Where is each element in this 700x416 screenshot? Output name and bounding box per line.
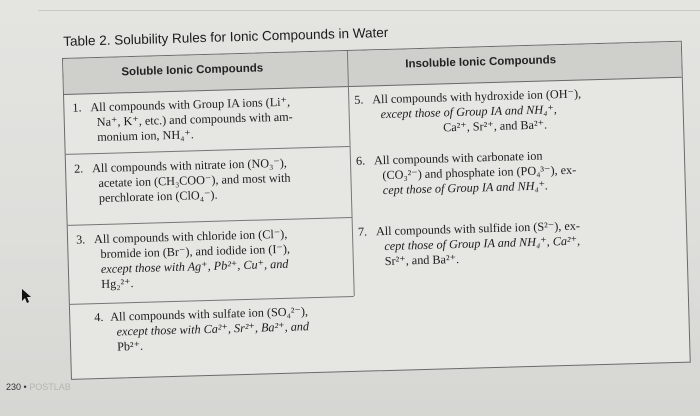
rule-line: Sr²⁺, and Ba²⁺. [384,251,460,269]
rule-line: cept those of Group IA and NH₄⁺. [382,178,549,198]
rule-line: All compounds with chloride ion (Cl⁻), [93,226,288,247]
rule-line: (CO₃²⁻) and phosphate ion (PO₄³⁻), ex- [382,162,577,183]
solubility-table [62,41,691,380]
rule-line: Na⁺, K⁺, etc.) and compounds with am- [96,109,293,130]
rule-line: Ca²⁺, Sr²⁺, and Ba²⁺. [442,117,548,135]
table-title: Table 2. Solubility Rules for Ionic Compounds in Water [63,24,389,49]
rule-line: All compounds with hydroxide ion (OH⁻), [372,86,582,107]
table-header-row [63,42,682,95]
page-number: 230 • [6,382,27,392]
page-top-rule [38,10,700,11]
page-footer [6,382,71,392]
rule-3 [76,227,291,293]
rule-number: 6. [355,153,366,168]
rule-line: All compounds with nitrate ion (NO₃⁻), [91,155,288,176]
row-divider [68,217,352,226]
rule-4 [94,304,310,355]
rule-number: 1. [72,100,82,115]
rule-7 [358,219,581,270]
rule-line: Pb²⁺. [116,338,144,354]
rule-line: except those of Group IA and NH₄⁺, [380,102,558,122]
rule-line: cept those of Group IA and NH₄⁺, Ca²⁺, [384,233,581,254]
rule-number: 2. [73,161,84,176]
rule-line: except those with Ca²⁺, Sr²⁺, Ba²⁺, and [116,319,310,339]
rule-line: All compounds with sulfide ion (S²⁻), ex- [375,218,581,239]
rule-line: All compounds with Group IA ions (Li⁺, [90,94,291,115]
rule-line: All compounds with carbonate ion [373,148,543,168]
header-insoluble: Insoluble Ionic Compounds [405,54,557,71]
rule-line: Hg₂²⁺. [101,276,134,291]
rule-1 [72,95,293,146]
rule-6 [356,148,577,199]
footer-label: POSTLAB [29,382,71,392]
rule-2 [74,156,291,207]
rule-number: 5. [354,92,364,107]
row-divider [70,296,354,305]
rule-number: 7. [357,224,368,239]
rule-number: 3. [75,232,86,247]
rule-line: monium ion, NH₄⁺. [97,127,195,145]
rule-line: perchlorate ion (ClO₄⁻). [98,187,218,206]
row-divider [66,146,350,155]
rule-line: except those with Ag⁺, Pb²⁺, Cu⁺, and [100,256,289,276]
header-soluble: Soluble Ionic Compounds [121,62,264,79]
rule-line: All compounds with sulfate ion (SO₄²⁻), [110,304,309,324]
rule-line: acetate ion (CH₃COO⁻), and most with [98,170,291,191]
rule-5 [354,87,582,138]
column-divider [347,51,355,296]
cursor-arrow-icon [21,288,33,304]
rule-number: 4. [94,309,104,325]
rule-line: bromide ion (Br⁻), and iodide ion (I⁻), [100,241,291,261]
